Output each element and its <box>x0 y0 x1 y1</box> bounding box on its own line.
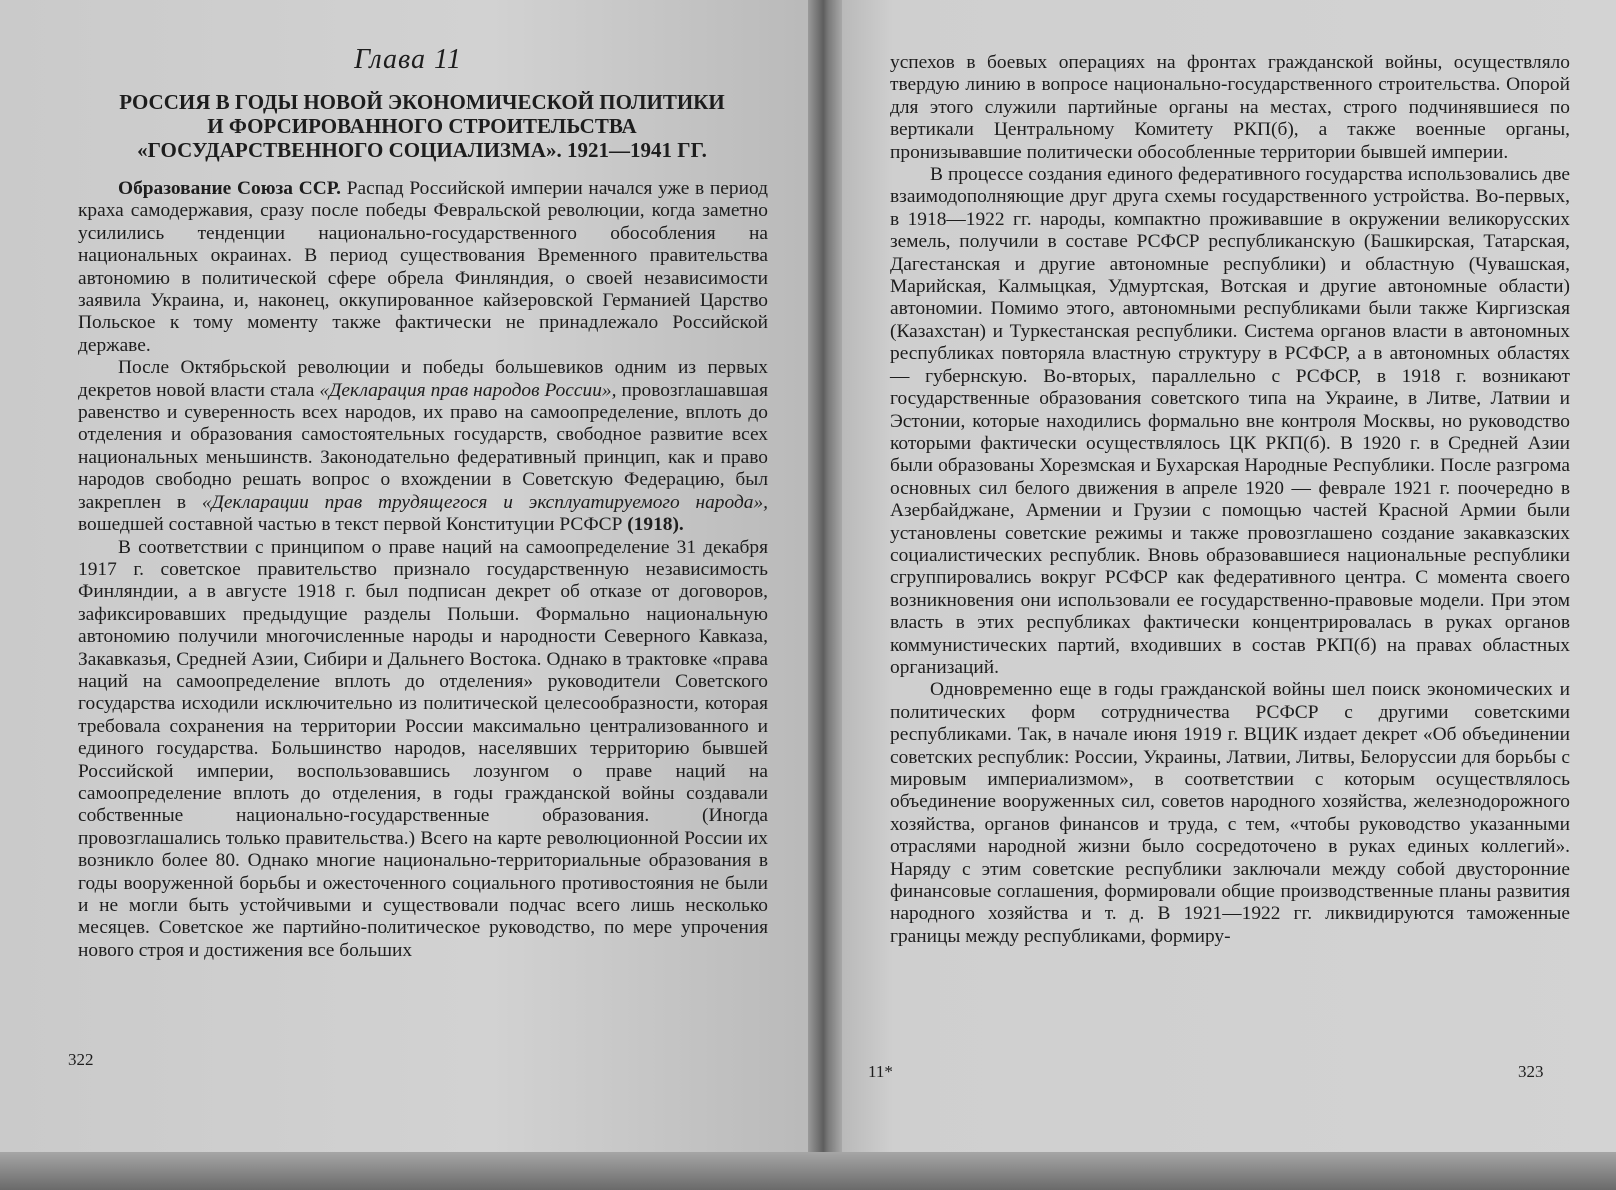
declaration-title: «Декларации прав трудящегося и эксплуатируемого народа», <box>201 491 768 513</box>
paragraph <box>78 357 768 536</box>
chapter-title-line: И ФОРСИРОВАННОГО СТРОИТЕЛЬСТВА <box>207 114 637 138</box>
right-text-column <box>890 52 1570 948</box>
left-text-column <box>78 178 768 962</box>
chapter-title-line: РОССИЯ В ГОДЫ НОВОЙ ЭКОНОМИЧЕСКОЙ ПОЛИТИКИ <box>119 90 725 114</box>
constitution-year: (1918). <box>627 514 684 536</box>
paragraph-text: Распад Российской империи начался уже в период краха самодержавия, сразу после победы Февральской революции, когда заметно усилились тенденции национально-государственного обособления на национальных окраинах. В период существования Временного правительства автономию в политической сфере обрела Финляндия, о своей независимости заявила Украина, и, наконец, оккупированное кайзеровской Германией Царство Польское к тому моменту также фактически не принадлежало Российской державе. <box>78 178 768 356</box>
paragraph: успехов в боевых операциях на фронтах гражданской войны, осуществляло твердую линию в вопросе национально-государственного строительства. Опорой для этого служили партийные органы на местах, строго подчинявшиеся по вертикали Центральному Комитету РКП(б), а также военные органы, пронизывавшие политически обособленные территории бывшей империи. <box>890 52 1570 163</box>
paragraph <box>78 178 768 357</box>
chapter-title <box>92 90 752 162</box>
page-bottom-edge <box>0 1152 1616 1190</box>
page-number: 323 <box>1518 1062 1544 1081</box>
paragraph: В соответствии с принципом о праве наций на самоопределение 31 декабря 1917 г. советское правительство признало государственную независимость Финляндии, а в августе 1918 г. был подписан декрет об отказе от договоров, зафиксировавших предыдущие разделы Польши. Формально национальную автономию получили многочисленные народы и народности Северного Кавказа, Закавказья, Средней Азии, Сибири и Дальнего Востока. Однако в трактовке «права наций на самоопределение вплоть до отделения» руководители Советского государства исходили исключительно из политической целесообразности, которая требовала сохранения на территории России максимально централизованного и единого государства. Большинство народов, населявших территорию бывшей Российской империи, воспользовавшись лозунгом о праве наций на самоопределение вплоть до отделения, в годы гражданской войны создавали собственные национально-государственные образования. (Иногда провозглашались только правительства.) Всего на карте революционной России их возникло более 80. Однако многие национально-территориальные образования в годы вооруженной борьбы и ожесточенного социального противостояния не были и не могли быть устойчивыми и существовали подчас всего лишь несколько месяцев. Советское же партийно-политическое руководство, по мере упрочения нового строя и достижения все больших <box>78 536 768 961</box>
left-page <box>0 0 816 1160</box>
section-heading: Образование Союза ССР. <box>118 178 342 199</box>
signature-mark: 11* <box>868 1062 893 1081</box>
chapter-label: Глава 11 <box>354 44 462 75</box>
paragraph: Одновременно еще в годы гражданской войны шел поиск экономических и политических форм сотрудничества РСФСР с другими советскими республиками. Так, в начале июня 1919 г. ВЦИК издает декрет «Об объединении советских республик: России, Украины, Латвии, Литвы, Белоруссии для борьбы с мировым империализмом», в соответствии с которым осуществлялось объединение вооруженных сил, советов народного хозяйства, железнодорожного хозяйства, органов финансов и труда, с тем, «чтобы руководство указанными отраслями народной жизни было сосредоточено в руках единых коллегий». Наряду с этим советские республики заключали между собой двусторонние финансовые соглашения, формировали общие производственные планы развития народного хозяйства и т. д. В 1921—1922 гг. ликвидируются таможенные границы между республиками, формиру- <box>890 679 1570 947</box>
paragraph-text: вошедшей составной частью в текст первой Конституции РСФСР <box>78 514 623 536</box>
chapter-title-line: «ГОСУДАРСТВЕННОГО СОЦИАЛИЗМА». 1921—1941 ГГ. <box>137 138 707 162</box>
page-number: 322 <box>68 1050 94 1069</box>
declaration-title: «Декларация прав народов России», <box>319 379 617 401</box>
paragraph-text: провозглашавшая равенство и суверенность всех народов, их право на самоопределение, вплоть до отделения и образования самостоятельных государств, свободное развитие всех национальных меньшинств. Законодательно федеративный принцип, как и право народов свободно решать вопрос о вхождении в Советскую Федерацию, был закреплен в <box>78 379 768 513</box>
paragraph: В процессе создания единого федеративного государства использовались две взаимодополняющие друг друга схемы государственного устройства. Во-первых, в 1918—1922 гг. народы, компактно проживавшие в окружении великорусских земель, получили в составе РСФСР республиканскую (Башкирская, Татарская, Дагестанская и другие автономные республики) и областную (Чувашская, Марийская, Калмыцкая, Удмуртская, Вотская и другие автономные области) автономии. Помимо этого, автономными республиками были также Киргизская (Казахстан) и Туркестанская республики. Система органов власти в автономных республиках повторяла властную структуру в РСФСР, а в автономных областях — губернскую. Во-вторых, параллельно с РСФСР, в 1918 г. возникают государственные образования советского типа на Украине, в Литве, Латвии и Эстонии, которые находились формально вне контроля Москвы, но руководство которыми фактически осуществлялось ЦК РКП(б). В 1920 г. в Средней Азии были образованы Хорезмская и Бухарская Народные Республики. После разгрома основных сил белого движения в апреле 1920 — феврале 1921 г. поочередно в Азербайджане, Армении и Грузии с помощью частей Красной Армии были установлены советские режимы и также провозглашено создание закавказских социалистических республик. Вновь образовавшиеся национальные республики сгруппировались вокруг РСФСР как федеративного центра. С момента своего возникновения они использовали ее государственно-правовые модели. При этом власть в этих республиках фактически концентрировалась в руках органов коммунистических партий, входивших в состав РКП(б) на правах областных организаций. <box>890 164 1570 678</box>
paragraph-text: После Октябрьской революции и победы большевиков одним из первых декретов новой власти стала <box>78 357 768 401</box>
book-gutter <box>808 0 842 1190</box>
right-page <box>830 0 1616 1160</box>
